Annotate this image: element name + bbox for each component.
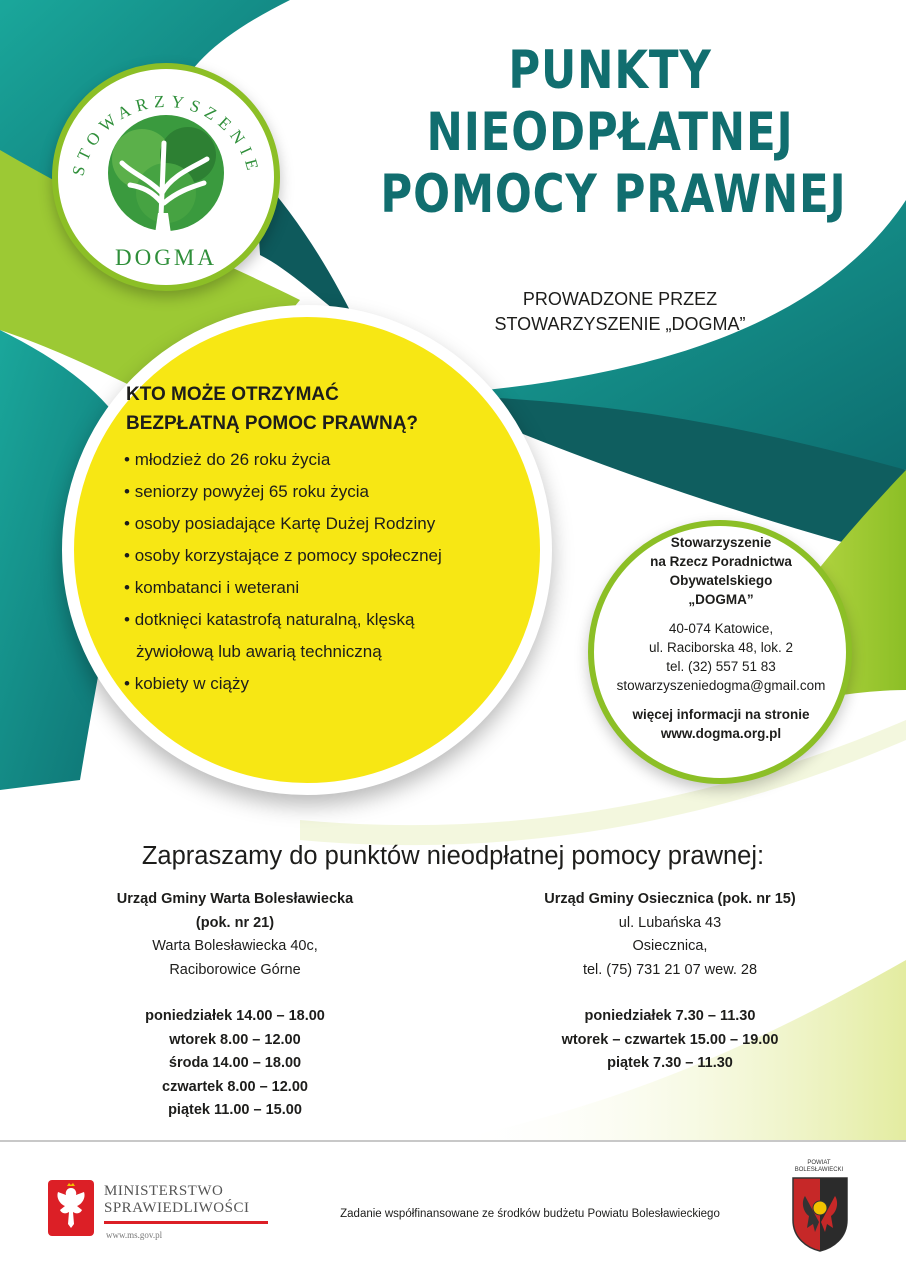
ministry-line: SPRAWIEDLIWOŚCI: [104, 1200, 250, 1216]
office-hours-line: poniedziałek 14.00 – 18.00: [145, 1008, 325, 1024]
address-line: 40-074 Katowice,: [668, 621, 774, 636]
eligibility-list: [124, 444, 514, 700]
eligibility-heading-line: KTO MOŻE OTRZYMAĆ: [126, 384, 339, 405]
subtitle: [440, 287, 800, 337]
subtitle-line: STOWARZYSZENIE „DOGMA”: [494, 314, 746, 334]
address-line: ul. Raciborska 48, lok. 2: [648, 640, 794, 655]
subtitle-line: PROWADZONE PRZEZ: [522, 289, 718, 309]
title-line: POMOCY PRAWNEJ: [380, 164, 847, 225]
list-item: • seniorzy powyżej 65 roku życia: [124, 476, 514, 508]
invite-heading: Zapraszamy do punktów nieodpłatnej pomocy prawnej:: [141, 842, 765, 870]
email-link[interactable]: stowarzyszeniedogma@gmail.com: [616, 678, 826, 693]
title-line: PUNKTY: [508, 40, 712, 101]
office-hours-line: czwartek 8.00 – 12.00: [162, 1078, 308, 1095]
list-item: żywiołową lub awarią techniczną: [136, 642, 382, 661]
org-name-line: na Rzecz Poradnictwa: [650, 554, 792, 569]
office-address-line: Warta Bolesławiecka 40c,: [152, 938, 318, 954]
office-name-line: Urząd Gminy Osiecznica (pok. nr 15): [544, 891, 796, 907]
contact-info: [596, 533, 846, 743]
list-item: • dotknięci katastrofą naturalną, klęską: [124, 604, 514, 636]
office-address-line: Osiecznica,: [632, 938, 708, 954]
office-hours-line: poniedziałek 7.30 – 11.30: [584, 1008, 756, 1024]
title-line: NIEODPŁATNEJ: [426, 102, 794, 163]
list-item: • kobiety w ciąży: [124, 668, 514, 700]
office-address-line: Raciborowice Górne: [169, 961, 301, 978]
list-item: • osoby posiadające Kartę Dużej Rodziny: [124, 508, 514, 540]
org-name-line: „DOGMA”: [688, 592, 754, 607]
list-item: • osoby korzystające z pomocy społecznej: [124, 540, 514, 572]
office-hours-line: wtorek – czwartek 15.00 – 19.00: [561, 1031, 779, 1048]
powiat-label: [784, 1160, 854, 1174]
office-address-line: ul. Lubańska 43: [618, 914, 722, 931]
polish-eagle-icon: [48, 1180, 94, 1236]
office-osiecznica: [520, 888, 820, 1076]
ministry-name: [104, 1183, 249, 1217]
office-hours-line: piątek 11.00 – 15.00: [168, 1102, 302, 1118]
ministry-url[interactable]: www.ms.gov.pl: [106, 1230, 163, 1240]
office-name-line: (pok. nr 21): [195, 914, 275, 931]
office-name-line: Urząd Gminy Warta Bolesławiecka: [116, 891, 354, 907]
office-hours-line: piątek 7.30 – 11.30: [607, 1055, 733, 1071]
ministry-line: MINISTERSTWO: [104, 1183, 224, 1199]
logo-ring-text: STOWARZYSZENIE: [68, 91, 264, 178]
powiat-label-line: POWIAT: [807, 1160, 831, 1166]
website-link[interactable]: www.dogma.org.pl: [660, 726, 782, 741]
org-name-line: Stowarzyszenie: [670, 535, 772, 550]
office-phone: tel. (75) 731 21 07 wew. 28: [582, 961, 758, 978]
logo-name: DOGMA: [115, 245, 217, 270]
office-warta: [90, 888, 380, 1123]
list-item: • młodzież do 26 roku życia: [124, 444, 514, 476]
eligibility-heading: [126, 380, 506, 438]
page-title: [380, 40, 847, 226]
list-item: • kombatanci i weterani: [124, 572, 514, 604]
more-info-label: więcej informacji na stronie: [632, 707, 810, 722]
eligibility-heading-line: BEZPŁATNĄ POMOC PRAWNĄ?: [126, 413, 419, 434]
ministry-underline: [104, 1221, 268, 1224]
org-name-line: Obywatelskiego: [669, 573, 773, 588]
powiat-crest-icon: [791, 1176, 849, 1252]
funding-note: Zadanie współfinansowane ze środków budżetu Powiatu Bolesławieckiego: [340, 1208, 720, 1220]
office-hours-line: wtorek 8.00 – 12.00: [169, 1031, 301, 1048]
office-hours-line: środa 14.00 – 18.00: [168, 1055, 302, 1071]
tree-logo-icon: [52, 63, 280, 291]
powiat-label-line: BOLESŁAWIECKI: [794, 1167, 844, 1173]
phone[interactable]: tel. (32) 557 51 83: [666, 659, 776, 674]
footer-divider: [0, 1140, 906, 1142]
